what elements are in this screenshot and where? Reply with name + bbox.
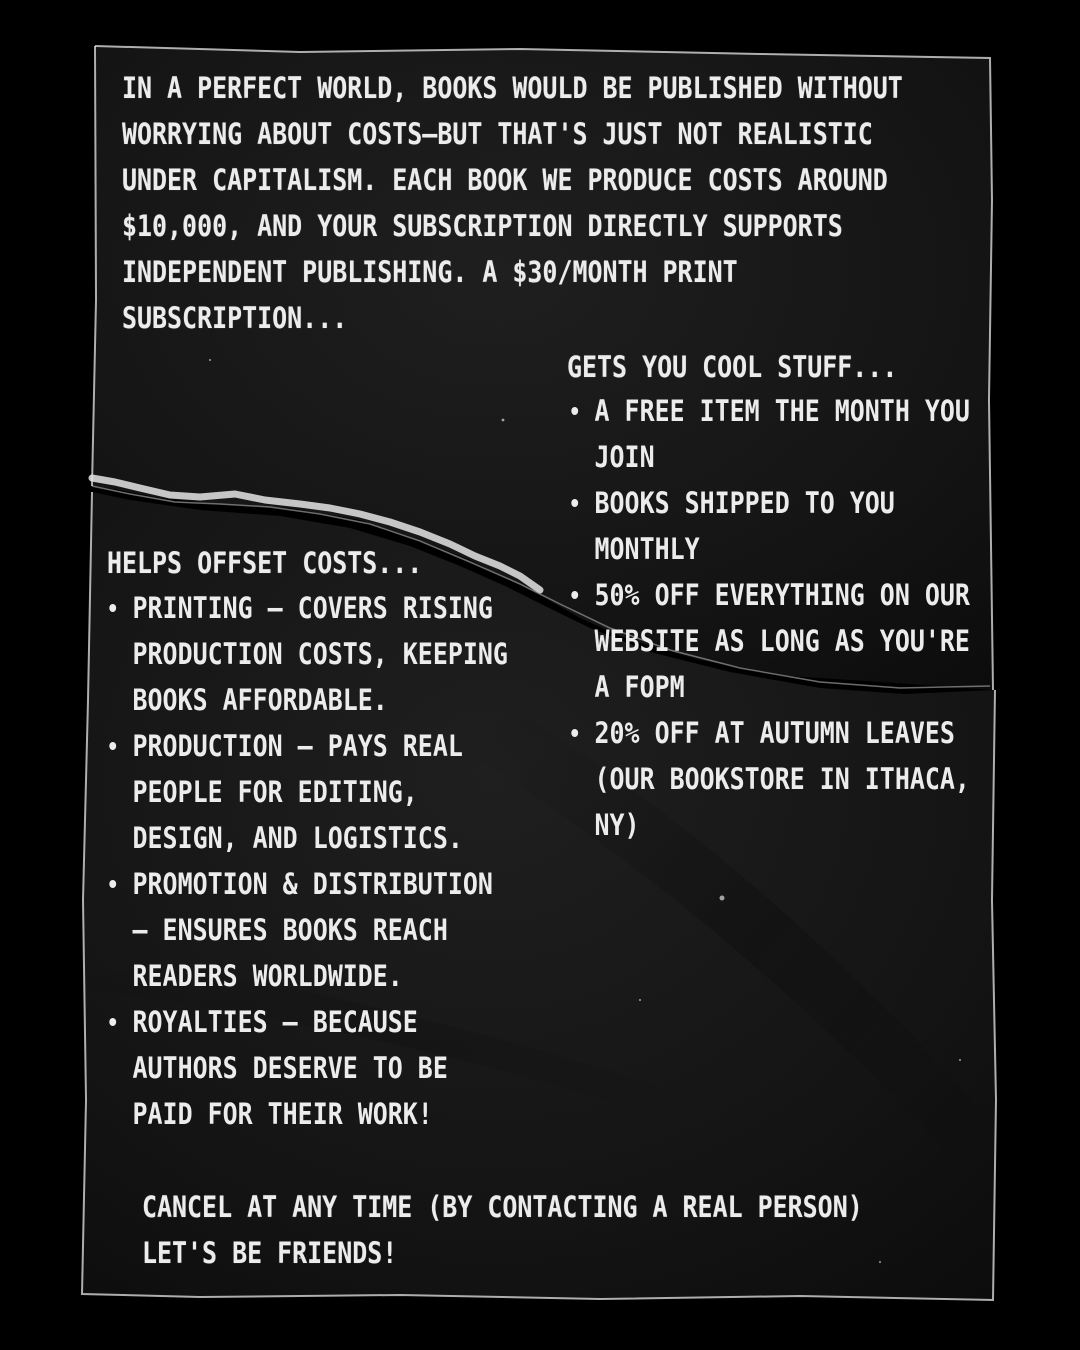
list-item: PRINTING – COVERS RISING PRODUCTION COSTS, KEEPING BOOKS AFFORDABLE. (105, 585, 518, 723)
costs-heading: HELPS OFFSET COSTS... (107, 546, 423, 580)
cancel-line: CANCEL AT ANY TIME (BY CONTACTING A REAL PERSON) (142, 1190, 863, 1224)
list-item: 20% OFF AT AUTUMN LEAVES (OUR BOOKSTORE IN ITHACA, NY) (567, 710, 980, 848)
perks-heading: GETS YOU COOL STUFF... (567, 350, 898, 384)
list-item: ROYALTIES – BECAUSE AUTHORS DESERVE TO BE PAID FOR THEIR WORK! (105, 999, 518, 1137)
list-item: BOOKS SHIPPED TO YOU MONTHLY (567, 480, 980, 572)
perks-list (567, 388, 980, 848)
list-item: PRODUCTION – PAYS REAL PEOPLE FOR EDITING, DESIGN, AND LOGISTICS. (105, 723, 518, 861)
list-item: 50% OFF EVERYTHING ON OUR WEBSITE AS LONG AS YOU'RE A FOPM (567, 572, 980, 710)
intro-paragraph: IN A PERFECT WORLD, BOOKS WOULD BE PUBLISHED WITHOUT WORRYING ABOUT COSTS—BUT THAT'S JUST NOT REALISTIC UNDER CAPITALISM. EACH BOOK WE PRODUCE COSTS AROUND $10,000, AND YOUR SUBSCRIPTION DIRECTLY SUPPORTS INDEPENDENT PUBLISHING. A $30/MONTH PRINT SUBSCRIPTION... (122, 71, 903, 335)
list-item: A FREE ITEM THE MONTH YOU JOIN (567, 388, 980, 480)
list-item: PROMOTION & DISTRIBUTION – ENSURES BOOKS REACH READERS WORLDWIDE. (105, 861, 518, 999)
costs-list (105, 585, 518, 1137)
friends-line: LET'S BE FRIENDS! (142, 1236, 398, 1270)
